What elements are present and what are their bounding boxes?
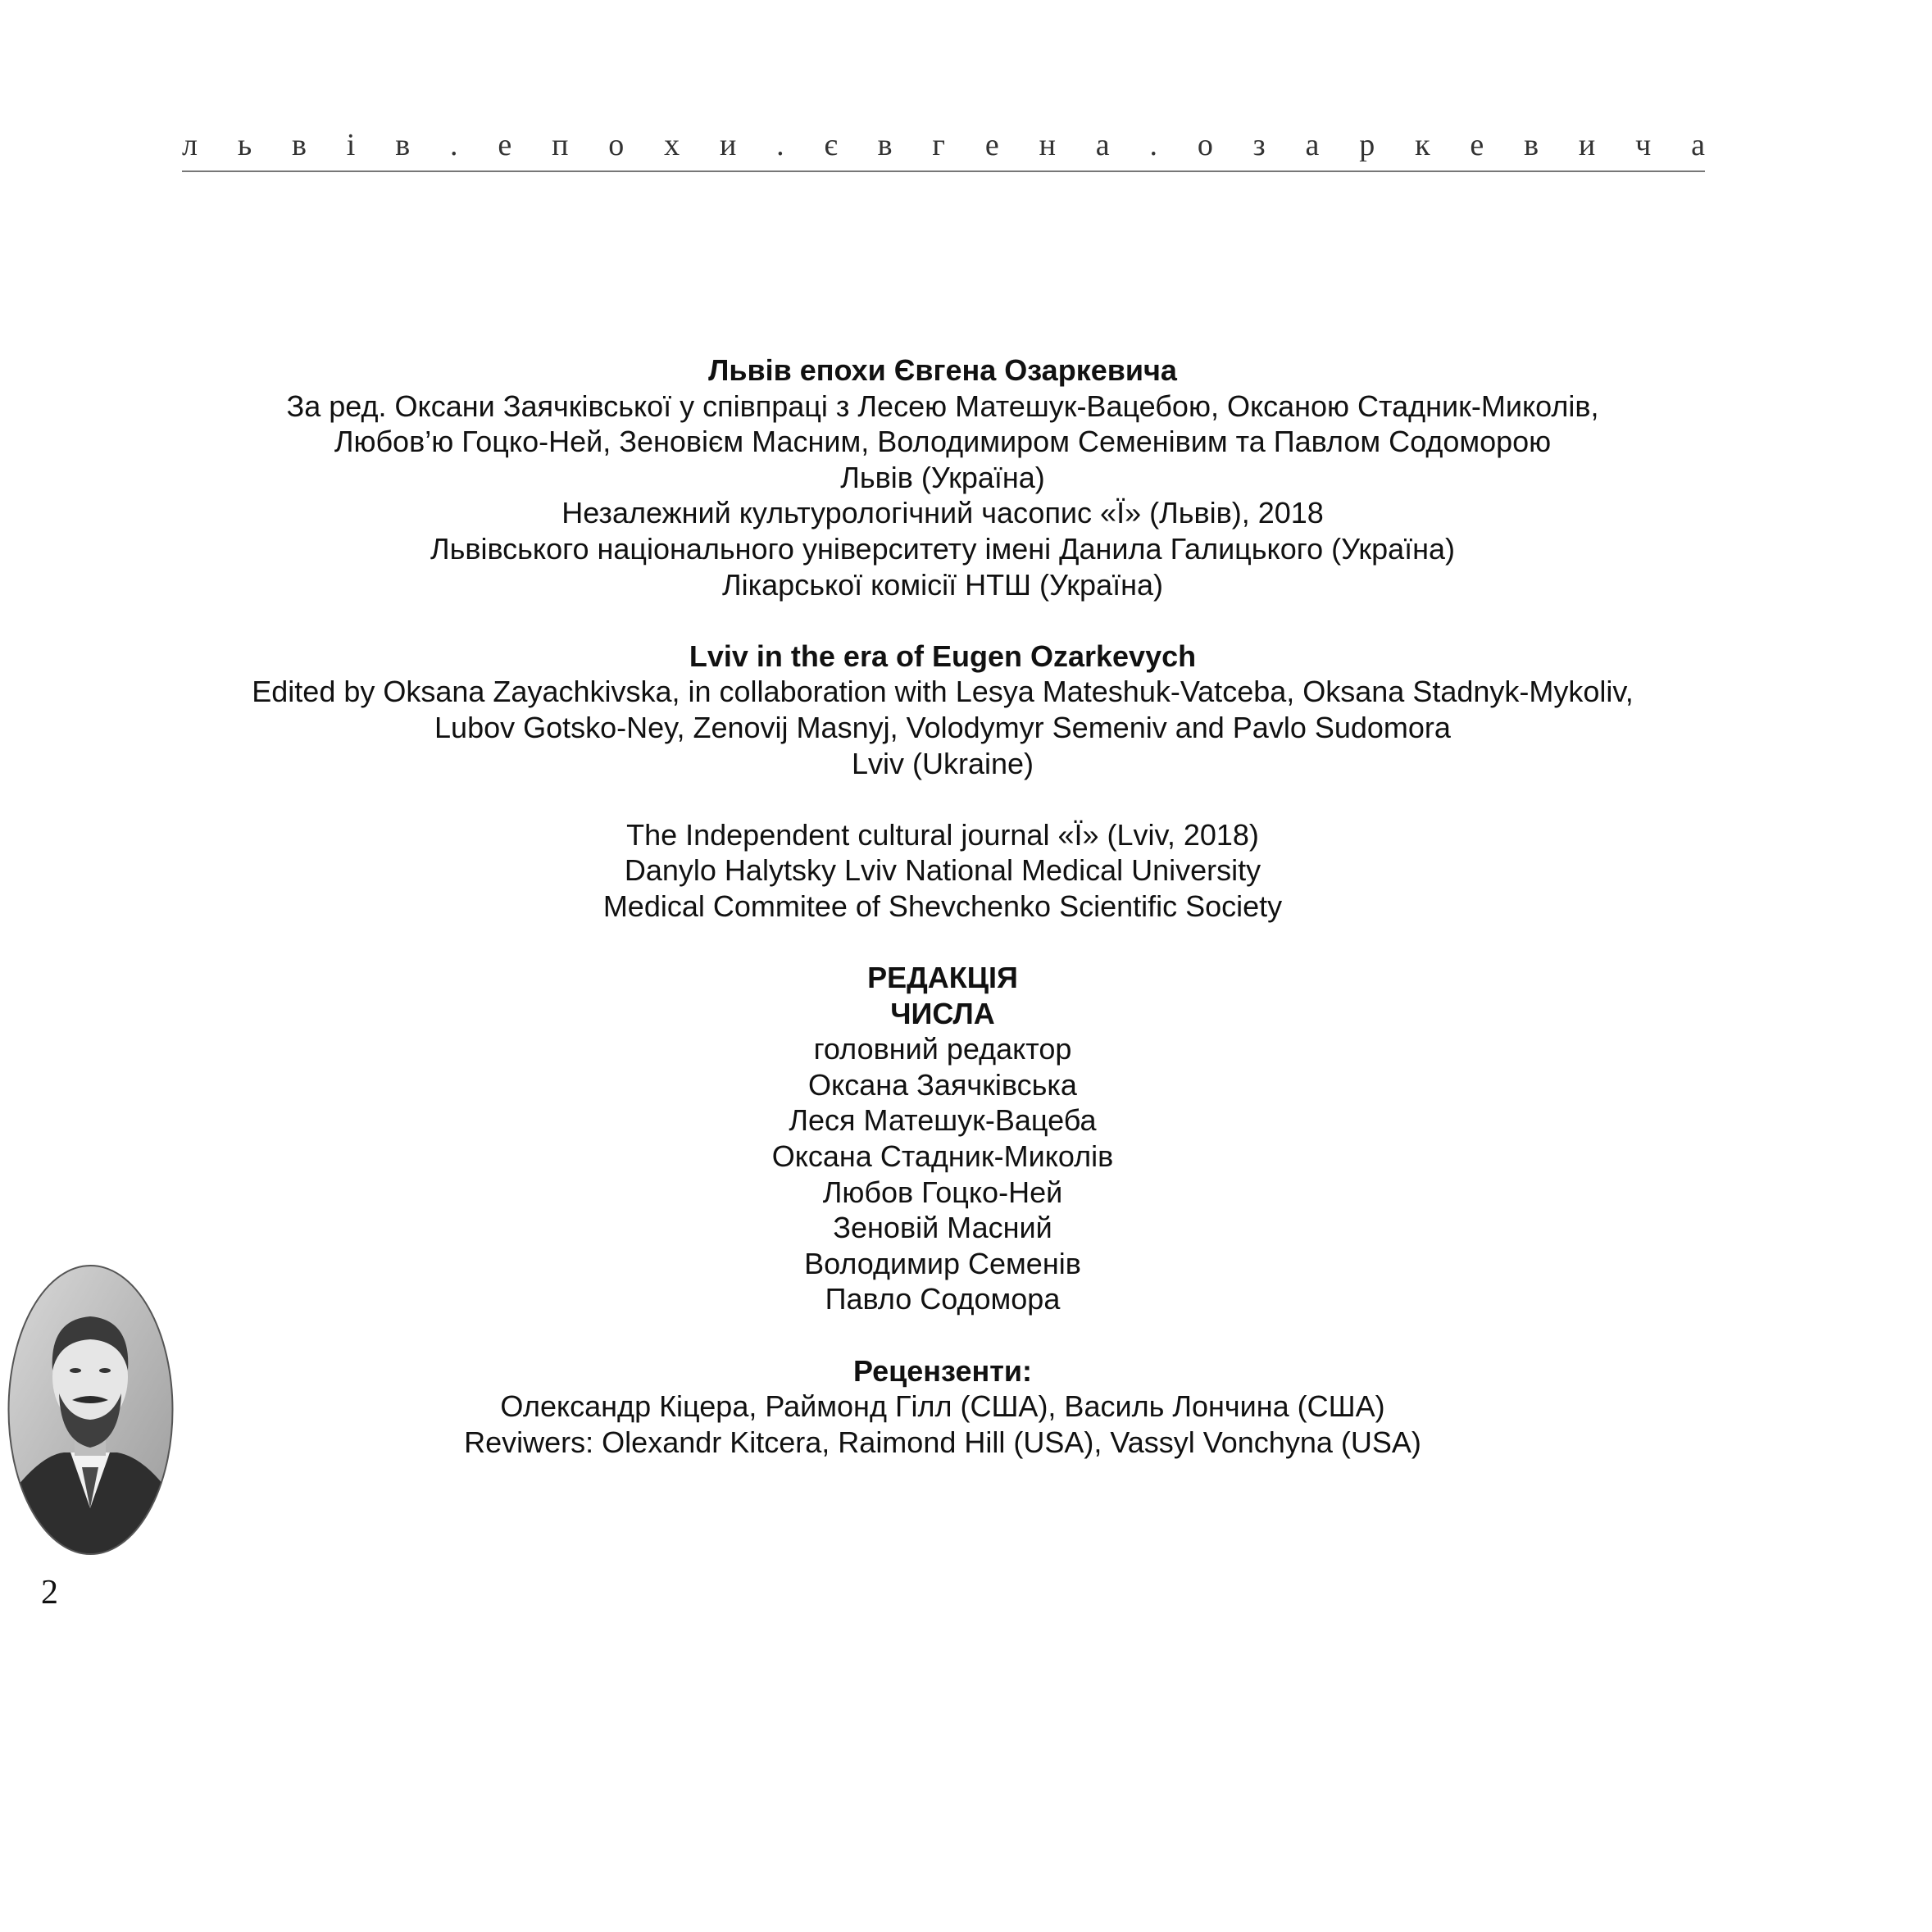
running-head-letter: е xyxy=(1470,128,1484,162)
running-head-letter: о xyxy=(608,128,625,162)
running-head-letter: л xyxy=(182,128,198,162)
english-line: Edited by Oksana Zayachkivska, in collaboration with Lesya Mateshuk-Vatceba, Oksana Stadnyk-Mykoliv, xyxy=(252,675,1634,709)
page-number: 2 xyxy=(41,1574,58,1612)
running-head-letter: и xyxy=(719,128,737,162)
imprint-content xyxy=(123,352,1762,1460)
editor-name: Оксана Заячківська xyxy=(808,1067,1077,1102)
running-head-letter: о xyxy=(1197,128,1213,162)
running-head-letter: а xyxy=(1305,128,1320,162)
spacer xyxy=(123,602,1762,639)
reviewers-english: Reviwers: Olexandr Kitcera, Raimond Hill (USA), Vassyl Vonchyna (USA) xyxy=(464,1425,1421,1459)
editor-name: Зеновій Масний xyxy=(833,1211,1052,1245)
english-line: Lubov Gotsko-Ney, Zenovij Masnyj, Volodymyr Semeniv and Pavlo Sudomora xyxy=(434,710,1451,744)
editor-name: Оксана Стадник-Миколів xyxy=(771,1139,1114,1174)
ukrainian-line: За ред. Оксани Заячківської у співпраці з Лесею Матешук-Вацебою, Оксаною Стадник-Миколів, xyxy=(286,389,1599,423)
spacer xyxy=(123,1317,1762,1353)
running-head-letter: ч xyxy=(1635,128,1652,162)
running-head-letter: з xyxy=(1252,128,1266,162)
running-head-letter: и xyxy=(1578,128,1596,162)
running-head-letter: в xyxy=(395,128,411,162)
running-head-letter: є xyxy=(824,128,838,162)
reviewers-ukrainian: Олександр Кіцера, Раймонд Гілл (США), Василь Лончина (США) xyxy=(500,1389,1385,1424)
running-head-letter: в xyxy=(292,128,307,162)
running-head-letter: х xyxy=(664,128,680,162)
running-head-letter: . xyxy=(450,128,458,162)
running-head-letter: к xyxy=(1415,128,1430,162)
publisher-line: Danylo Halytsky Lviv National Medical University xyxy=(624,853,1261,888)
running-head-letter: е xyxy=(984,128,999,162)
running-head-letter: в xyxy=(1524,128,1539,162)
editor-role: головний редактор xyxy=(813,1032,1072,1066)
running-head-letter: ь xyxy=(237,128,252,162)
running-head-letter: а xyxy=(1095,128,1110,162)
ukrainian-line: Лікарської комісії НТШ (Україна) xyxy=(722,567,1163,602)
editor-name: Володимир Семенів xyxy=(804,1246,1081,1280)
header-rule xyxy=(182,170,1705,172)
running-head-letter: а xyxy=(1691,128,1705,162)
editorial-subheading: ЧИСЛА xyxy=(890,996,995,1030)
running-head-letter: і xyxy=(346,128,356,162)
ukrainian-line: Незалежний культурологічний часопис «Ї» (Львів), 2018 xyxy=(561,496,1324,530)
publisher-line: Medical Commitee of Shevchenko Scientific Society xyxy=(602,889,1283,923)
editor-name: Павло Содомора xyxy=(825,1282,1061,1316)
portrait-image xyxy=(7,1262,175,1557)
running-head-letter: г xyxy=(932,128,946,162)
ukrainian-title: Львів епохи Євгена Озаркевича xyxy=(708,353,1177,387)
editorial-heading: РЕДАКЦІЯ xyxy=(867,961,1018,995)
english-title: Lviv in the era of Eugen Ozarkevych xyxy=(689,639,1197,673)
publisher-line: The Independent cultural journal «Ї» (Lviv, 2018) xyxy=(626,817,1259,852)
ukrainian-line: Любов’ю Гоцко-Ней, Зеновієм Масним, Володимиром Семенівим та Павлом Содоморою xyxy=(334,425,1552,459)
running-head-letter: н xyxy=(1039,128,1056,162)
editor-name: Любов Гоцко-Ней xyxy=(822,1175,1063,1209)
running-head-letter: п xyxy=(552,128,569,162)
english-line: Lviv (Ukraine) xyxy=(851,746,1034,780)
running-head-letter: в xyxy=(877,128,893,162)
running-head-letter: . xyxy=(776,128,784,162)
editor-name: Леся Матешук-Вацеба xyxy=(789,1103,1097,1138)
ukrainian-line: Львів (Україна) xyxy=(840,460,1045,494)
ukrainian-line: Львівського національного університету імені Данила Галицького (Україна) xyxy=(430,531,1456,566)
running-head-letter: р xyxy=(1359,128,1375,162)
running-head-letter: . xyxy=(1149,128,1157,162)
running-head xyxy=(182,130,1705,161)
spacer xyxy=(123,781,1762,817)
reviewers-heading: Рецензенти: xyxy=(853,1353,1032,1388)
running-head-letter: е xyxy=(498,128,512,162)
spacer xyxy=(123,925,1762,961)
